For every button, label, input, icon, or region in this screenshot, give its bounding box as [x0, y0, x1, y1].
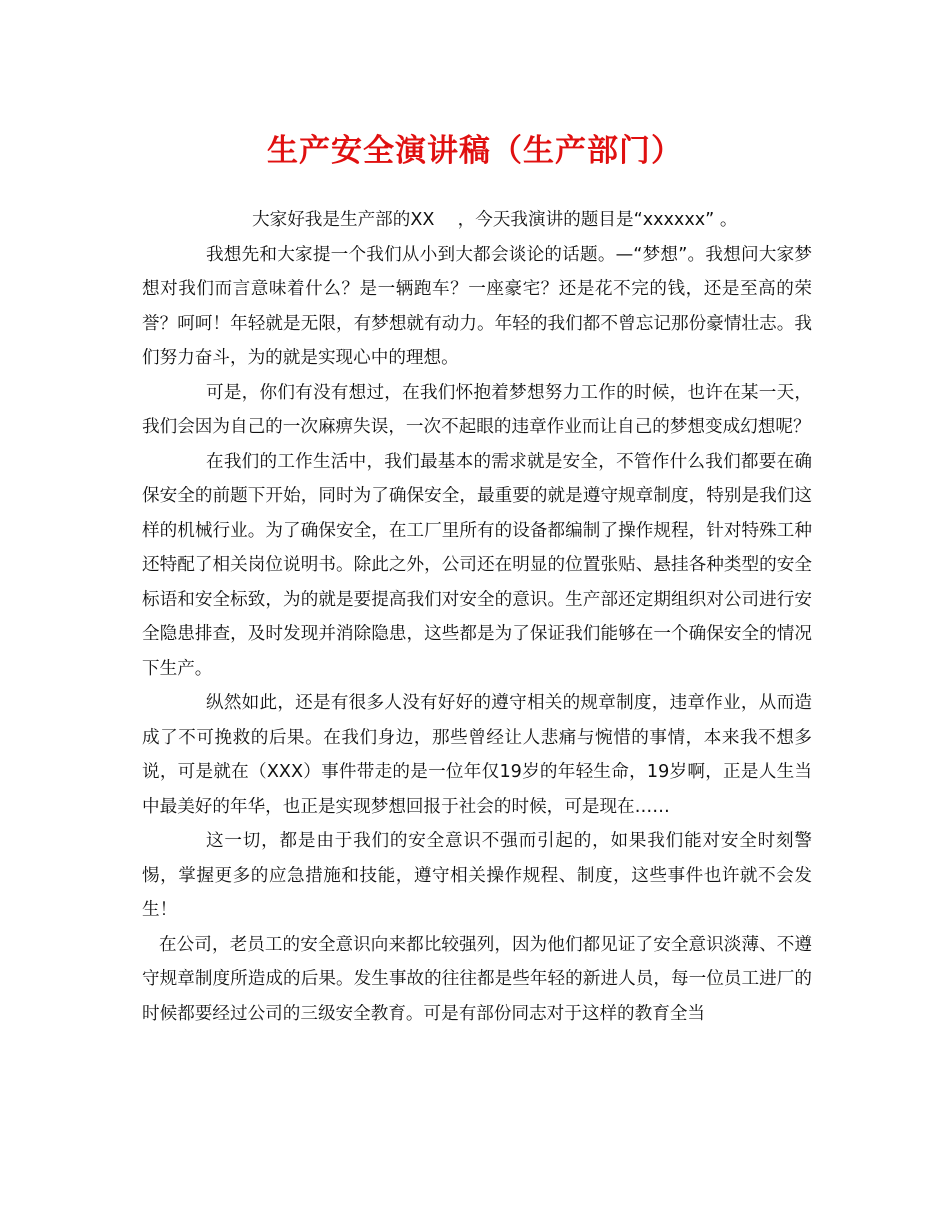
document-title: 生产安全演讲稿（生产部门） — [267, 133, 683, 169]
paragraph-safety-needs: 在我们的工作生活中，我们最基本的需求就是安全，不管作什么我们都要在确保安全的前题下开始，同时为了确保安全，最重要的就是遵守规章制度，特别是我们这样的机械行业。为了确保安全，在工厂里所有的设备都编制了操作规程，针对特殊工种还特配了相关岗位说明书。除此之外，公司还在明显的位置张贴、悬挂各种类型的安全标语和安全标致，为的就是要提高我们对安全的意识。生产部还定期组织对公司进行安全隐患排查，及时发现并消除隐患，这些都是为了保证我们能够在一个确保安全的情况下生产。 — [142, 451, 812, 679]
paragraph-awareness: 这一切，都是由于我们的安全意识不强而引起的，如果我们能对安全时刻警惕，掌握更多的应急措施和技能，遵守相关操作规程、制度，这些事件也许就不会发生！ — [142, 831, 812, 920]
paragraph-incident: 纵然如此，还是有很多人没有好好的遵守相关的规章制度，违章作业，从而造成了不可挽救的后果。在我们身边，那些曾经让人悲痛与惋惜的事情，本来我不想多说，可是就在（XXX）事件带走的是一位年仅19岁的年轻生命，19岁啊，正是人生当中最美好的年华，也正是实现梦想回报于社会的时候，可是现在…… — [142, 693, 812, 817]
paragraph-company: 在公司，老员工的安全意识向来都比较强列，因为他们都见证了安全意识淡薄、不遵守规章制度所造成的后果。发生事故的往往都是些年轻的新进人员，每一位员工进厂的时候都要经过公司的三级安全教育。可是有部份同志对于这样的教育全当 — [142, 934, 812, 1024]
paragraph-question: 可是，你们有没有想过，在我们怀抱着梦想努力工作的时候，也许在某一天，我们会因为自己的一次麻痹失误，一次不起眼的违章作业而让自己的梦想变成幻想呢？ — [142, 382, 812, 437]
paragraph-greeting: 大家好我是生产部的XX ，今天我演讲的题目是“xxxxxx” 。 — [252, 210, 738, 230]
document-body — [142, 203, 812, 1031]
paragraph-dream: 我想先和大家提一个我们从小到大都会谈论的话题。—“梦想”。我想问大家梦想对我们而言意味着什么？是一辆跑车？一座豪宅？还是花不完的钱，还是至高的荣誉？呵呵！年轻就是无限，有梦想就有动力。年轻的我们都不曾忘记那份豪情壮志。我们努力奋斗，为的就是实现心中的理想。 — [142, 244, 812, 368]
